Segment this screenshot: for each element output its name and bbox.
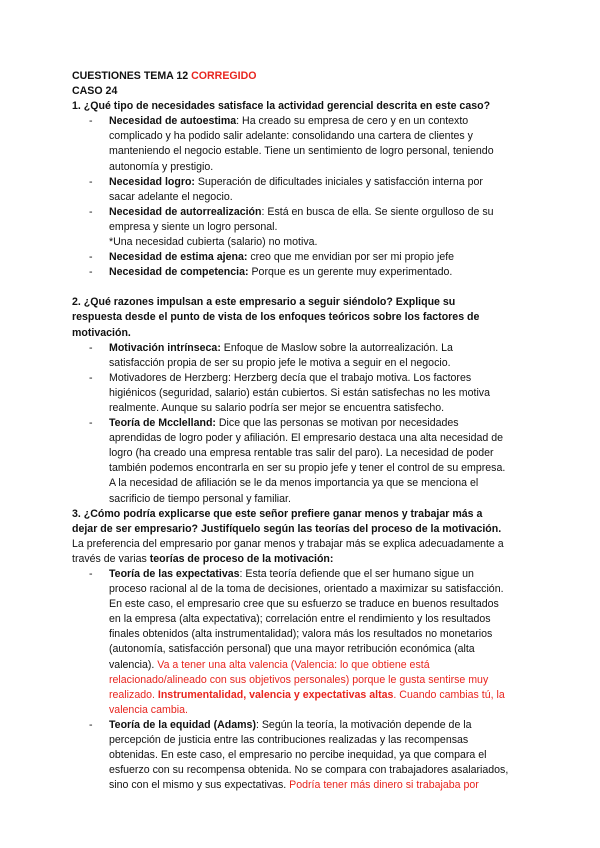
bullet-dash: - xyxy=(89,266,93,279)
bullet-dash: - xyxy=(89,568,93,580)
paragraph-gap xyxy=(72,280,534,295)
correction-note: Podría tener más dinero si trabajaba por xyxy=(289,779,479,792)
question-2-line-3: motivación. xyxy=(72,326,131,339)
corrected-tag: CORREGIDO xyxy=(191,70,257,82)
case-heading: CASO 24 xyxy=(72,85,118,98)
q2-item-herzberg: - Motivadores de Herzberg: Herzberg decía que el trabajo motiva. Los factores higiénicos (seguridad, salario) están cubiertos. Si están satisfechas no les motiva realmente. Aunque su salario podría ser mejor se encuentra satisfecho. xyxy=(89,371,490,414)
q1-item-competencia: - Necesidad de competencia: Porque es un gerente muy experimentado. xyxy=(72,265,534,280)
bullet-dash: - xyxy=(89,175,93,188)
q3-item-expectativas: - Teoría de las expectativas: Esta teoría defiende que el ser humano sigue un proceso racional al de la toma de decisiones, orientado a maximizar su satisfacción. En este caso, el empresario cree que su esfuerzo se traduce en buenos resultados en la empresa (alta expectativa); correlación entre el rendimiento y los resultados finales obtenidos (alta instrumentalidad); valora más los resultados no monetarios (autonomía, satisfacción personal) que una mayor retribución económica (alta valencia). Va a tener una alta valencia (Valencia: lo que obtiene está relacionado/alineado con sus objetivos personales) porque le gusta sentirse muy realizado. Instrumentalidad, valencia y expectativas altas. Cuando cambias tú, la valencia cambia. xyxy=(72,567,534,718)
q1-item-autorrealizacion: - Necesidad de autorrealización: Está en busca de ella. Se siente orgulloso de su empresa y siente un logro personal. *Una necesidad cubierta (salario) no motiva. xyxy=(89,205,494,249)
q2-item-intrinseca: - Motivación intrínseca: Enfoque de Maslow sobre la autorrealización. La satisfacción propia de ser su propio jefe le motiva a seguir en el negocio. xyxy=(89,341,453,369)
correction-note: relacionado/alineado con sus objetivos personales) porque le gusta sentirse muy xyxy=(109,673,489,686)
q3-intro-1: La preferencia del empresario por ganar menos y trabajar más se explica adecuadamente a xyxy=(72,537,504,550)
question-3-line-2: dejar de ser empresario? Justifíquelo según las teorías del proceso de la motivación. xyxy=(72,522,502,535)
q1-item-autoestima: - Necesidad de autoestima: Ha creado su empresa de cero y en un contexto complicado y ha podido salir adelante: consolidando una cartera de clientes y manteniendo el negocio estable. Tiene un sentimiento de logro personal, teniendo autonomía y prestigio. xyxy=(89,115,494,173)
document-title: CUESTIONES TEMA 12 CORREGIDO xyxy=(72,70,257,82)
bullet-dash: - xyxy=(89,718,93,731)
question-1: 1. ¿Qué tipo de necesidades satisface la actividad gerencial descrita en este caso? xyxy=(72,100,491,113)
correction-note: realizado. Instrumentalidad, valencia y expectativas altas. Cuando cambias tú, la xyxy=(109,688,505,701)
bullet-dash: - xyxy=(89,115,93,128)
bullet-dash: - xyxy=(89,205,93,218)
q1-item-logro: - Necesidad logro: Superación de dificultades iniciales y satisfacción interna por sacar adelante el negocio. xyxy=(89,175,483,203)
q2-item-mcclelland: - Teoría de Mcclelland: Dice que las personas se motivan por necesidades aprendidas de logro poder y afiliación. El empresario destaca una alta necesidad de logro (ha creado una empresa rentable tras salir del paro). La necesidad de poder también podemos encontrarla en ser su propio jefe y tener el control de su empresa. A la necesidad de afiliación se le da menos importancia ya que se menciona el sacrificio de tiempo personal y familiar. xyxy=(89,417,506,505)
question-3-line-1: 3. ¿Cómo podría explicarse que este señor prefiere ganar menos y trabajar más a xyxy=(72,507,483,520)
correction-note: Va a tener una alta valencia (Valencia: lo que obtiene está xyxy=(157,658,430,671)
bullet-dash: - xyxy=(89,371,93,384)
bullet-dash: - xyxy=(89,417,93,430)
bullet-dash: - xyxy=(89,251,93,264)
q3-item-equidad: - Teoría de la equidad (Adams): Según la teoría, la motivación depende de la percepción de justicia entre las contribuciones realizadas y las recompensas obtenidas. En este caso, el empresario no percibe inequidad, ya que compara el esfuerzo con su recompensa obtenida. No se compara con trabajadores asalariados, sino con el mismo y sus expectativas. Podría tener más dinero si trabajaba por xyxy=(89,718,509,792)
bullet-dash: - xyxy=(89,341,93,354)
correction-note: valencia cambia. xyxy=(109,703,188,716)
question-2-line-1: 2. ¿Qué razones impulsan a este empresario a seguir siéndolo? Explique su xyxy=(72,296,456,309)
q1-item-estima-ajena: - Necesidad de estima ajena: creo que me envidian por ser mi propio jefe xyxy=(72,250,534,265)
question-2-line-2: respuesta desde el punto de vista de los enfoques teóricos sobre los factores de xyxy=(72,311,480,324)
q3-intro-2: través de varias teorías de proceso de la motivación: xyxy=(72,552,334,565)
